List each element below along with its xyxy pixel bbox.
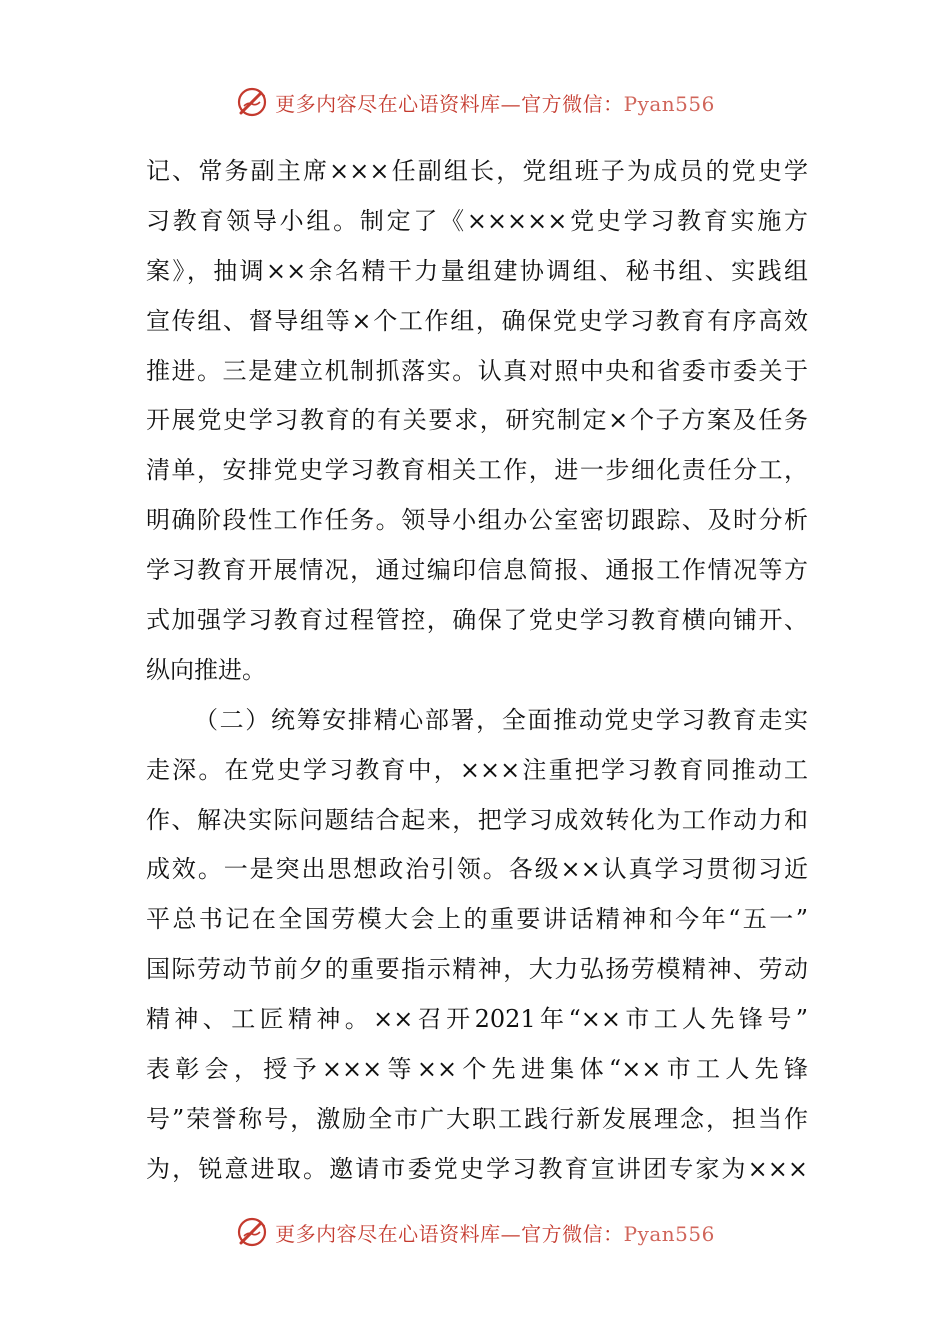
body-line: 作、解决实际问题结合起来，把学习成效转化为工作动力和 [146, 805, 808, 834]
body-line: 学习教育开展情况，通过编印信息简报、通报工作情况等方 [146, 556, 808, 585]
header-banner [0, 80, 950, 124]
body-line: 号”荣誉称号，激励全市广大职工践行新发展理念，担当作 [146, 1104, 808, 1133]
body-line: 推进。三是建立机制抓落实。认真对照中央和省委市委关于 [146, 356, 808, 385]
pen-logo-icon [235, 85, 269, 119]
body-line: 清单，安排党史学习教育相关工作，进一步细化责任分工， [146, 456, 808, 485]
pen-logo-icon [235, 1215, 269, 1249]
body-line: 案》，抽调××余名精干力量组建协调组、秘书组、实践组 [146, 256, 808, 285]
footer-banner [0, 1210, 950, 1254]
body-line: 开展党史学习教育的有关要求，研究制定×个子方案及任务 [146, 406, 808, 435]
body-line: 宣传组、督导组等×个工作组，确保党史学习教育有序高效 [146, 306, 808, 335]
header-banner-text: 更多内容尽在心语资料库—官方微信： [275, 91, 624, 116]
body-line: 纵向推进。 [146, 655, 266, 684]
body-line: 成效。一是突出思想政治引领。各级××认真学习贯彻习近 [146, 855, 808, 884]
section-heading-line: （二）统筹安排精心部署，全面推动党史学习教育走实 [194, 705, 808, 734]
footer-wechat-id: Pyan556 [623, 1221, 715, 1246]
body-line: 习教育领导小组。制定了《×××××党史学习教育实施方 [146, 206, 808, 235]
header-wechat-id: Pyan556 [623, 91, 715, 116]
document-body [146, 147, 808, 1195]
body-line: 为，锐意进取。邀请市委党史学习教育宣讲团专家为××× [146, 1154, 808, 1183]
body-line: 国际劳动节前夕的重要指示精神，大力弘扬劳模精神、劳动 [146, 955, 808, 984]
body-line: 走深。在党史学习教育中，×××注重把学习教育同推动工 [146, 755, 808, 784]
body-line: 明确阶段性工作任务。领导小组办公室密切跟踪、及时分析 [146, 506, 808, 535]
footer-banner-text: 更多内容尽在心语资料库—官方微信： [275, 1221, 624, 1246]
body-line: 平总书记在全国劳模大会上的重要讲话精神和今年“五一” [146, 905, 808, 934]
body-line: 精神、工匠精神。××召开2021年“××市工人先锋号” [146, 1005, 808, 1034]
body-line: 表彰会，授予×××等××个先进集体“××市工人先锋 [146, 1055, 808, 1084]
body-line: 式加强学习教育过程管控，确保了党史学习教育横向铺开、 [146, 606, 808, 635]
body-line: 记、常务副主席×××任副组长，党组班子为成员的党史学 [146, 157, 808, 185]
